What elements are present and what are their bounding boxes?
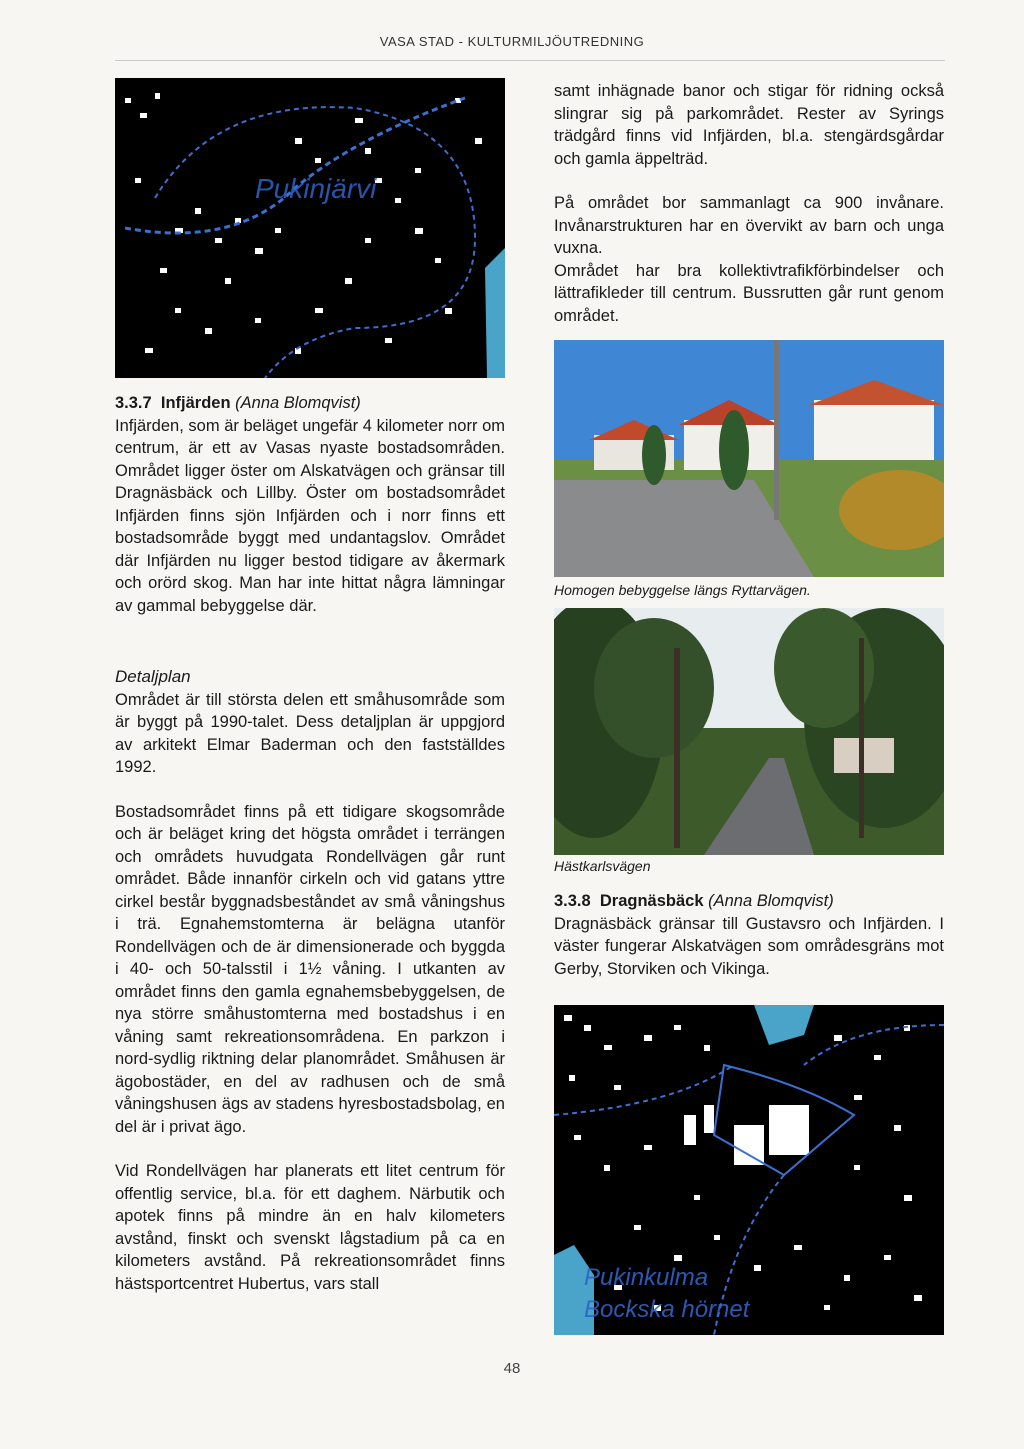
section-body: Dragnäsbäck gränsar till Gustavsro och Infjärden. I väster fungerar Alskatvägen som områdesgräns mot Gerby, Storviken och Vikinga. [554,914,944,978]
map-pukinjarvi [115,78,505,378]
header-rule [115,60,945,61]
section-author: (Anna Blomqvist) [708,892,834,910]
page-number: 48 [503,1360,521,1377]
section-337 [115,392,505,617]
photo-hastkarlsvagen [554,608,944,855]
section-body: Infjärden, som är beläget ungefär 4 kilometer norr om centrum, är ett av Vasas nyaste bostadsområden. Området ligger öster om Alskatvägen och gränsar till Dragnäsbäck och Lillby. Öster om bostadsområdet Infjärden finns sjön Infjärden och i norr finns ett bostadsområde byggt med undantagslov. Området där Infjärden nu ligger bestod tidigare av åkermark och orörd skog. Man har inte hittat några lämningar av gammal bebyggelse där. [115,416,505,615]
paragraph: Bostadsområdet finns på ett tidigare skogsområde och är beläget kring det högsta området i terrängen och områdets huvudgata Rondellvägen går runt området. Både innanför cirkeln och vid gatans yttre cirkel består byggnadsbeståndet av små våningshus i trä. Egnahemstomterna är belägna utanför Rondellvägen och de är dimensionerade och byggda i 40- och 50-talsstil i 1½ våning. I utkanten av området finns den gamla egnahemsbebyggelsen, de nya större småhustomterna med bostadshus i en våning samt rekreationsområdena. En parkzon i nord-sydlig riktning delar planområdet. Småhusen är ägobostäder, en del av radhusen och de små våningshusen ägs av stadens hyresbostadsbolag, en del är i privat ägo. [115,802,505,1136]
subheading: Detaljplan [115,667,191,686]
map1-label: Pukinjärvi [255,173,377,204]
paragraph: På området bor sammanlagt ca 900 invånare. Invånarstrukturen har en övervikt av barn och unga vuxna. [554,194,944,257]
caption-photo1: Homogen bebyggelse längs Ryttarvägen. [554,582,811,598]
right-top-text [554,80,944,327]
paragraph: Vid Rondellvägen har planerats ett litet centrum för offentlig service, bl.a. för ett daghem. Närbutik och apotek finns på mindre än en halv kilometers avstånd, finskt och svenskt lågstadium på ca en kilometers avstånd. På rekreationsområdet finns hästsportcentret Hubertus, vars stall [115,1162,505,1293]
section-title: Dragnäsbäck [599,892,704,910]
section-author: (Anna Blomqvist) [235,394,361,412]
detaljplan-section [115,666,505,1295]
photo-ryttarvagen [554,340,944,577]
caption-photo2: Hästkarlsvägen [554,858,651,874]
section-number: 3.3.7 [115,394,152,412]
section-title: Infjärden [160,394,231,412]
paragraph: Området är till största delen ett småhusområde som är byggt på 1990-talet. Dess detaljplan är uppgjord av arkitekt Elmar Baderman och den fastställdes 1992. [115,690,505,776]
map2-label-2: Bockska hörnet [584,1296,750,1323]
section-number: 3.3.8 [554,892,591,910]
map2-label-1: Pukinkulma [584,1264,709,1291]
section-338 [554,890,944,980]
running-header: VASA STAD - KULTURMILJÖUTREDNING [379,34,645,49]
map-dragnasback [554,1005,944,1335]
paragraph: Området har bra kollektivtrafikförbindelser och lättrafikleder till centrum. Bussrutten går runt genom området. [554,261,944,325]
paragraph: samt inhägnade banor och stigar för ridning också slingrar sig på parkområdet. Rester av Syrings trädgård finns vid Infjärden, bl.a. stengärdsgårdar och gamla äppelträd. [554,82,944,168]
